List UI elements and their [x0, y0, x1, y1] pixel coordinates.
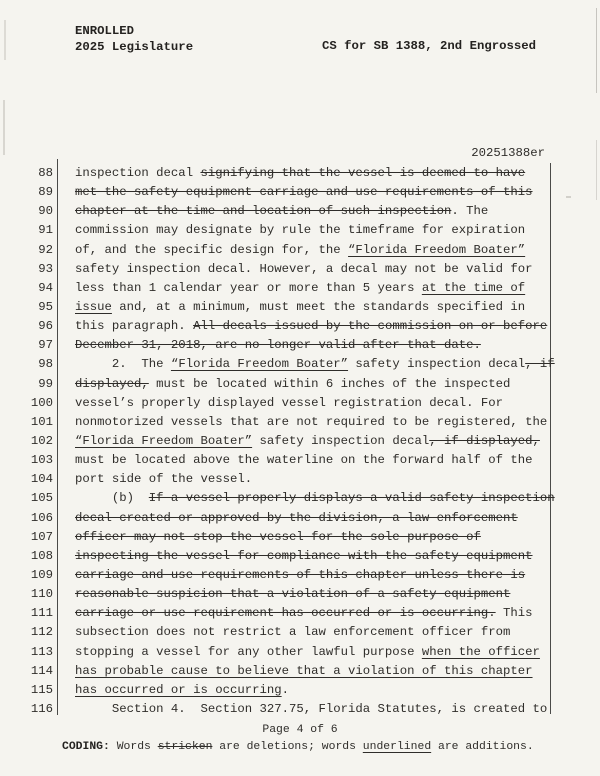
body-line — [30, 279, 570, 298]
stricken-text: met the safety equipment carriage and use requirements of this — [75, 185, 533, 200]
underlined-text: at the time of — [421, 280, 526, 295]
plain-text: nonmotorized vessels that are not required to be registered, the — [75, 414, 548, 429]
line-text — [75, 604, 533, 623]
line-number: 93 — [38, 261, 53, 276]
plain-text: . — [281, 682, 290, 697]
header-bill-reference: CS for SB 1388, 2nd Engrossed — [321, 39, 536, 53]
line-number: 102 — [30, 433, 53, 448]
doc-number: 20251388er — [471, 146, 545, 160]
line-number: 88 — [38, 166, 53, 180]
body-line — [30, 643, 570, 662]
scan-edge-artifact — [3, 100, 5, 155]
body-line — [30, 355, 570, 374]
line-number: 106 — [30, 510, 53, 525]
plain-text: of, and the specific design for, the — [75, 242, 349, 257]
plain-text: this paragraph. — [75, 319, 194, 334]
line-number: 105 — [30, 491, 53, 506]
stricken-text: chapter at the time and location of such inspection — [75, 204, 452, 219]
line-number: 104 — [30, 472, 53, 487]
body-line — [30, 183, 570, 202]
line-number: 103 — [30, 453, 53, 468]
line-text — [75, 681, 289, 700]
page-indicator: Page 4 of 6 — [262, 724, 338, 736]
line-number: 110 — [30, 587, 53, 602]
plain-text: are additions. — [431, 741, 534, 753]
body-line — [30, 681, 570, 700]
line-number: 98 — [38, 357, 53, 372]
line-number: 114 — [30, 663, 53, 678]
stricken-text: All decals issued by the commission on or before — [193, 319, 548, 334]
body-line — [30, 202, 570, 221]
line-number: 92 — [38, 242, 53, 257]
line-number: 91 — [38, 223, 53, 238]
stricken-text: December 31, 2018, are no longer valid after that date. — [75, 338, 481, 353]
body-line — [30, 394, 570, 413]
scan-edge-artifact — [4, 20, 6, 60]
scan-smudge-artifact — [566, 196, 571, 198]
underlined-text: underlined — [362, 741, 432, 753]
line-text — [75, 164, 525, 183]
body-line — [30, 470, 570, 489]
line-number: 115 — [30, 682, 53, 697]
plain-text: inspection decal — [75, 166, 201, 180]
body-line — [30, 604, 570, 623]
line-number: 111 — [30, 606, 53, 621]
header-legislature: 2025 Legislature — [75, 39, 194, 54]
line-number: 95 — [38, 299, 53, 314]
stricken-text: , if displayed, — [429, 433, 540, 448]
body-line — [30, 317, 570, 336]
plain-text: must be located above the waterline on the forward half of the — [75, 453, 533, 468]
line-text — [75, 547, 533, 566]
plain-text: less than 1 calendar year or more than 5 years — [75, 280, 422, 295]
header-left — [75, 24, 193, 55]
underlined-text: issue — [75, 299, 112, 314]
body-line — [30, 451, 570, 470]
line-text — [75, 183, 533, 202]
body-line — [30, 489, 570, 508]
stricken-text: If a vessel properly displays a valid safety inspection — [148, 491, 555, 506]
line-number: 107 — [30, 529, 53, 544]
line-text — [75, 585, 510, 604]
line-number: 108 — [30, 548, 53, 563]
body-line — [30, 662, 570, 681]
underlined-text: has occurred or is occurring — [75, 682, 282, 697]
body-line — [30, 566, 570, 585]
body-line — [30, 221, 570, 240]
plain-text: commission may designate by rule the timeframe for expiration — [75, 223, 526, 238]
line-text — [75, 509, 518, 528]
stricken-text: reasonable suspicion that a violation of a safety equipment — [75, 587, 511, 602]
underlined-text: has probable cause to believe that a violation of this chapter — [75, 663, 533, 678]
line-text — [75, 470, 252, 489]
plain-text: Words — [109, 741, 158, 753]
plain-text: . The — [451, 204, 489, 219]
line-number: 94 — [38, 280, 53, 295]
line-number: 97 — [38, 338, 53, 353]
stricken-text: stricken — [157, 741, 213, 753]
body-line — [30, 623, 570, 642]
line-text — [75, 394, 503, 413]
body-line — [30, 298, 570, 317]
line-text — [75, 432, 540, 451]
line-number: 99 — [38, 376, 53, 391]
line-text — [75, 355, 555, 374]
plain-text: (b) — [75, 491, 149, 506]
stricken-text: inspecting the vessel for compliance with the safety equipment — [75, 548, 533, 563]
underlined-text: “Florida Freedom Boater” — [170, 357, 349, 372]
stricken-text: , if — [525, 357, 555, 372]
body-line — [30, 241, 570, 260]
scan-edge-artifact — [596, 140, 597, 200]
body-line — [30, 164, 570, 183]
body-line — [30, 375, 570, 394]
line-number: 113 — [30, 644, 53, 659]
line-number: 89 — [38, 185, 53, 200]
plain-text: and, at a minimum, must meet the standards specified in — [111, 299, 526, 314]
line-text — [75, 279, 525, 298]
body-line — [30, 547, 570, 566]
plain-text: subsection does not restrict a law enforcement officer from — [75, 625, 511, 640]
line-number: 116 — [30, 701, 53, 716]
line-text — [75, 700, 547, 719]
body-line — [30, 528, 570, 547]
line-number: 90 — [38, 204, 53, 219]
line-text — [75, 221, 525, 240]
plain-text: stopping a vessel for any other lawful purpose — [75, 644, 422, 659]
plain-text: Section 4. Section 327.75, Florida Statutes, is created to — [75, 701, 548, 716]
body-line — [30, 509, 570, 528]
line-text — [75, 662, 533, 681]
plain-text: safety inspection decal — [252, 433, 430, 448]
body-line — [30, 432, 570, 451]
line-text — [75, 260, 533, 279]
plain-text: This — [495, 606, 533, 621]
line-text — [75, 241, 525, 260]
stricken-text: signifying that the vessel is deemed to have — [200, 166, 526, 180]
line-text — [75, 298, 525, 317]
plain-text: port side of the vessel. — [75, 472, 253, 487]
scan-edge-artifact — [596, 8, 597, 93]
underlined-text: “Florida Freedom Boater” — [75, 433, 253, 448]
stricken-text: officer may not stop the vessel for the sole purpose of — [75, 529, 481, 544]
body-lines — [30, 164, 570, 719]
header-enrolled: ENROLLED — [75, 24, 135, 38]
line-text — [75, 336, 481, 355]
line-text — [75, 643, 540, 662]
body-line — [30, 260, 570, 279]
plain-text: vessel’s properly displayed vessel registration decal. For — [75, 395, 504, 410]
stricken-text: carriage or use requirement has occurred or is occurring. — [75, 606, 496, 621]
line-number: 112 — [30, 625, 53, 640]
line-number: 100 — [30, 395, 53, 410]
stricken-text: displayed, — [75, 376, 149, 391]
bold-text: CODING: — [62, 741, 110, 753]
line-text — [75, 413, 547, 432]
plain-text: 2. The — [75, 357, 171, 372]
plain-text: must be located within 6 inches of the inspected — [148, 376, 511, 391]
line-number: 101 — [30, 414, 53, 429]
line-text — [75, 202, 488, 221]
stricken-text: decal created or approved by the division, a law enforcement — [75, 510, 518, 525]
underlined-text: “Florida Freedom Boater” — [348, 242, 526, 257]
line-text — [75, 566, 525, 585]
plain-text: safety inspection decal — [348, 357, 526, 372]
stricken-text: carriage and use requirements of this chapter unless there is — [75, 567, 526, 582]
body-line — [30, 585, 570, 604]
line-number: 109 — [30, 567, 53, 582]
plain-text: safety inspection decal. However, a decal may not be valid for — [75, 261, 533, 276]
line-text — [75, 375, 510, 394]
body-line — [30, 413, 570, 432]
line-text — [75, 528, 481, 547]
coding-legend — [62, 741, 534, 753]
body-line — [30, 700, 570, 719]
underlined-text: when the officer — [421, 644, 540, 659]
line-text — [75, 489, 555, 508]
line-number: 96 — [38, 319, 53, 334]
line-text — [75, 623, 510, 642]
line-text — [75, 451, 533, 470]
plain-text: are deletions; words — [212, 741, 363, 753]
line-text — [75, 317, 547, 336]
body-line — [30, 336, 570, 355]
